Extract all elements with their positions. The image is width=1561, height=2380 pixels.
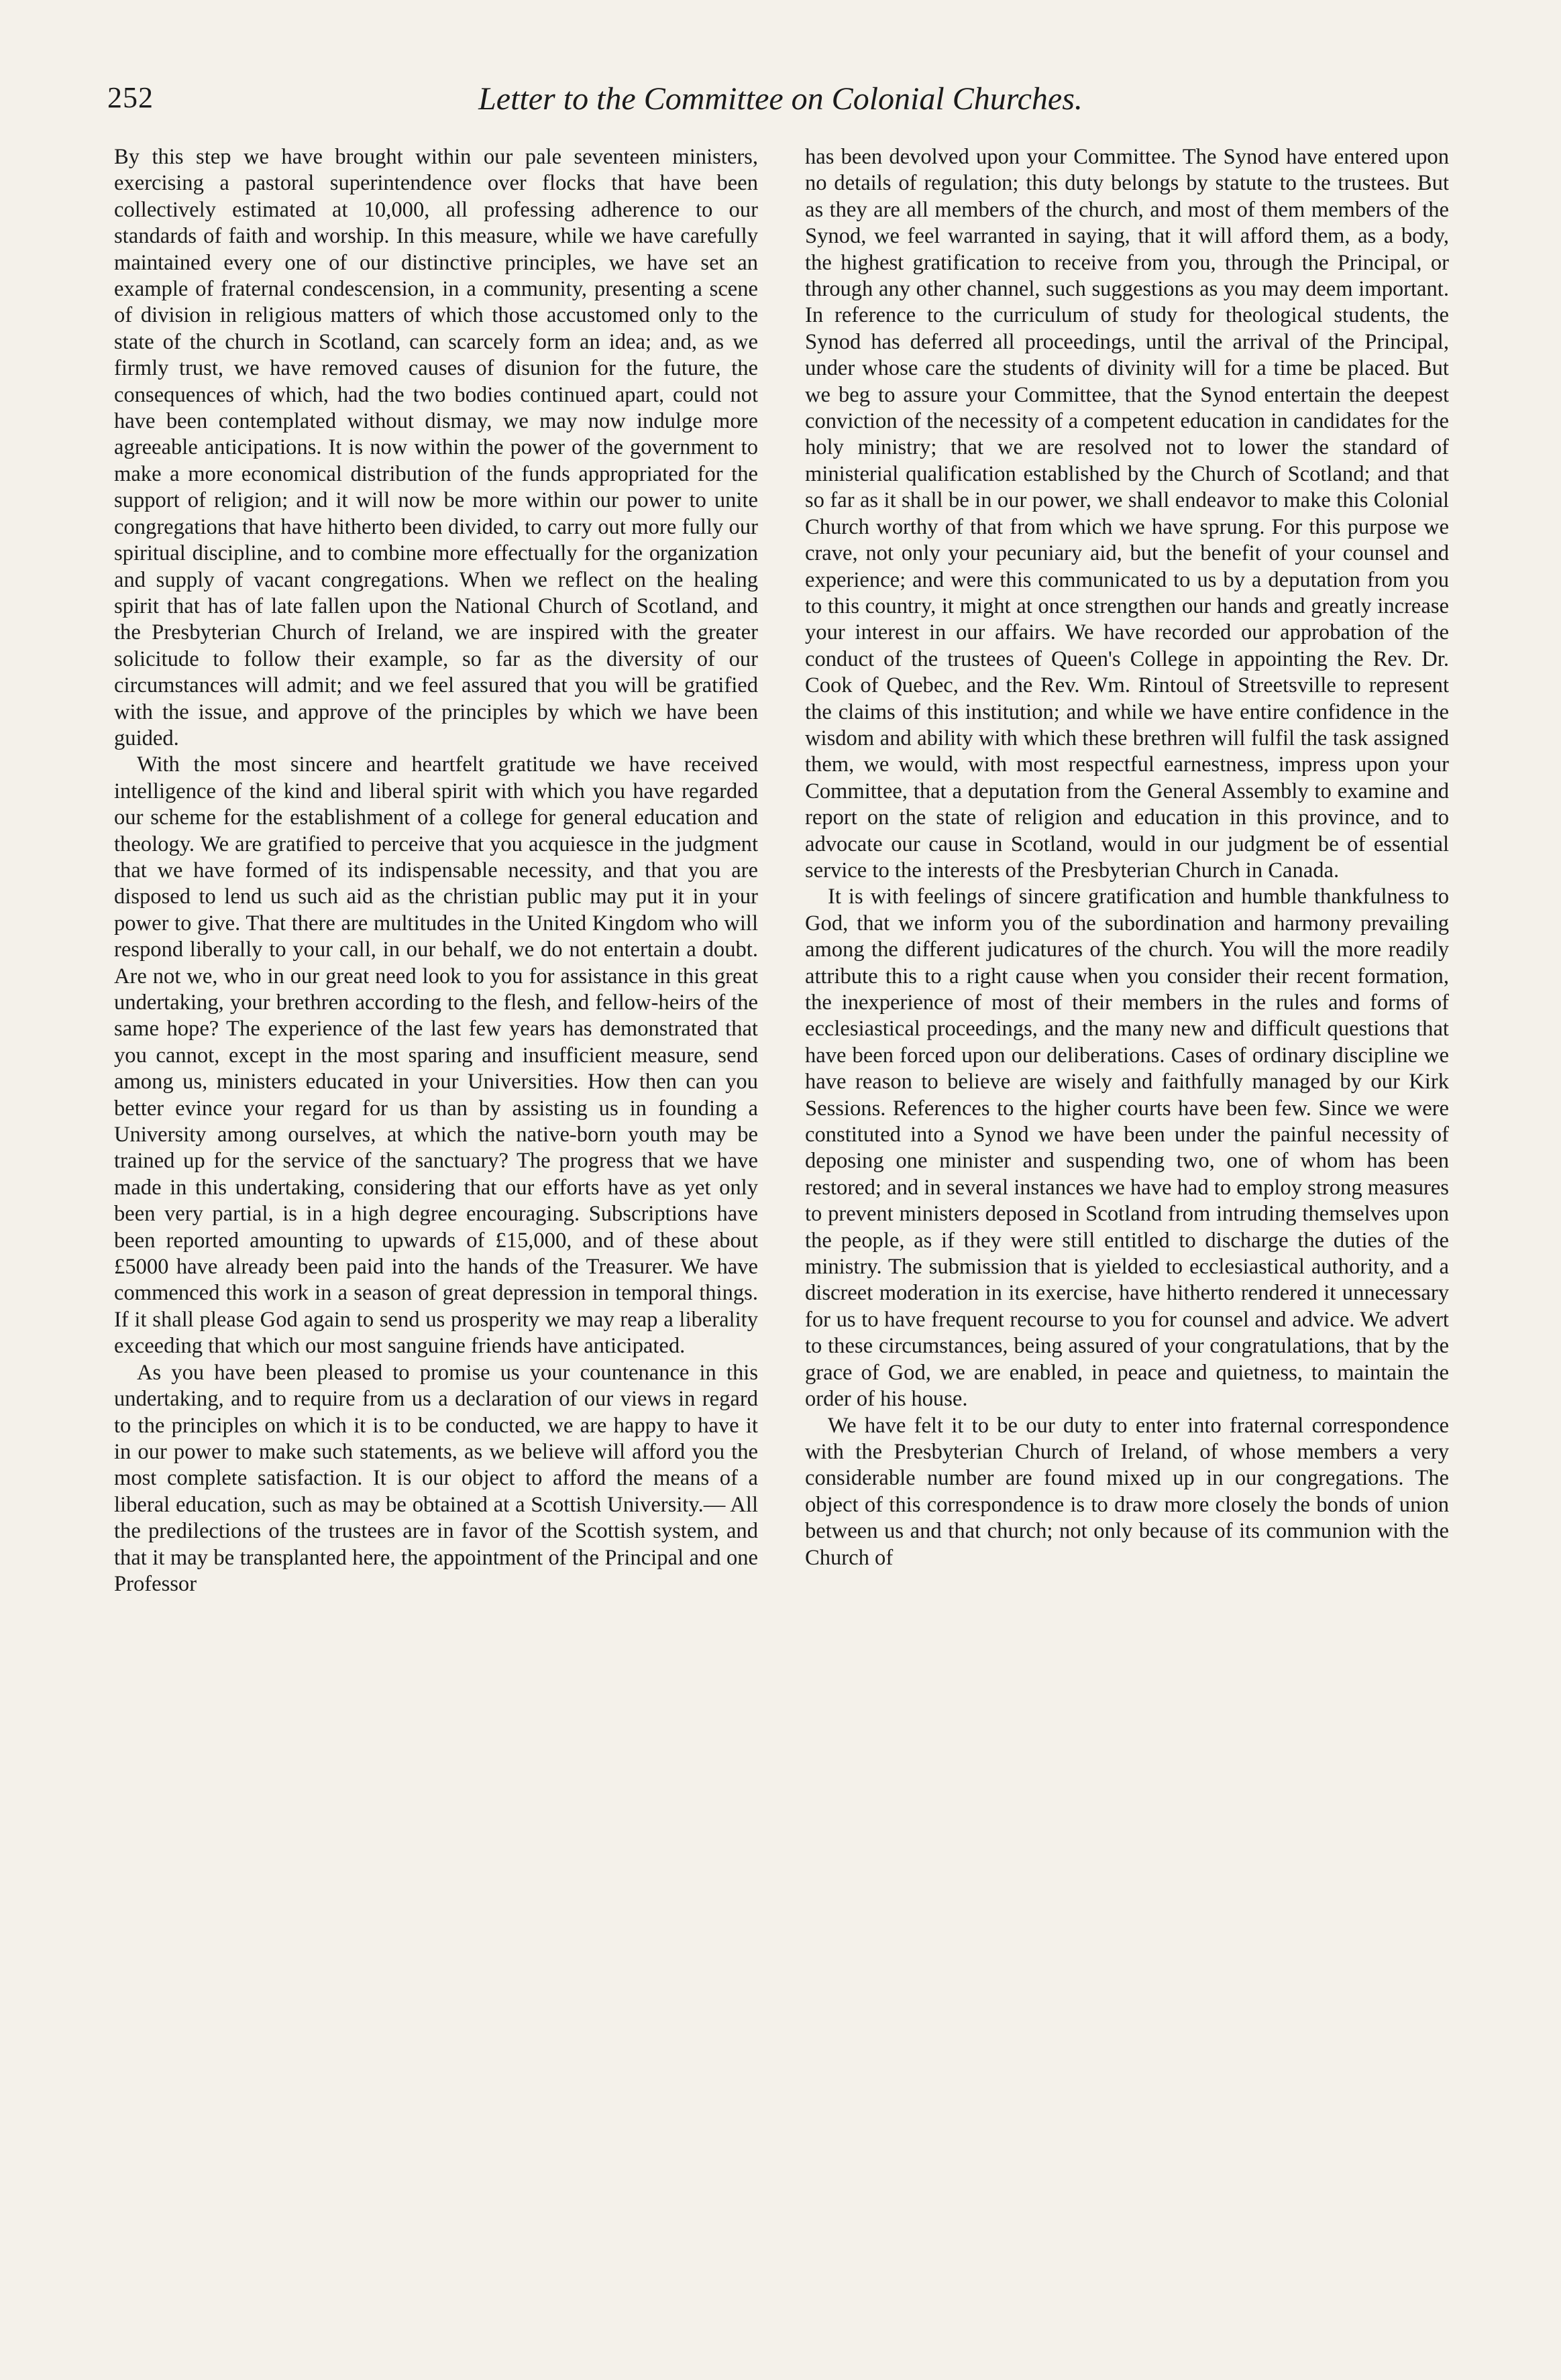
- text-columns: [114, 144, 1449, 2310]
- paragraph: With the most sincere and heartfelt gratitude we have received intelligence of the kind and liberal spirit with which you have regarded our scheme for the establishment of a college for general education and theology. We are gratified to perceive that you acquiesce in the judgment that we have formed of its indispensable necessity, and that you are disposed to lend us such aid as the christian public may put it in your power to give. That there are multitudes in the United Kingdom who will respond liberally to your call, in our behalf, we do not entertain a doubt. Are not we, who in our great need look to you for assistance in this great undertaking, your brethren according to the flesh, and fellow-heirs of the same hope? The experience of the last few years has demonstrated that you cannot, except in the most sparing and insufficient measure, send among us, ministers educated in your Universities. How then can you better evince your regard for us than by assisting us in founding a University among ourselves, at which the native-born youth may be trained up for the service of the sanctuary? The progress that we have made in this undertaking, considering that our efforts have as yet only been very partial, is in a high degree encouraging. Subscriptions have been reported amounting to upwards of £15,000, and of these about £5000 have already been paid into the hands of the Treasurer. We have commenced this work in a season of great depression in temporal things. If it shall please God again to send us prosperity we may reap a liberality exceeding that which our most sanguine friends have anticipated.: [114, 752, 758, 1359]
- paragraph: It is with feelings of sincere gratification and humble thankfulness to God, that we inform you of the subordination and harmony prevailing among the different judicatures of the church. You will the more readily attribute this to a right cause when you consider their recent formation, the inexperience of most of their members in the rules and forms of ecclesiastical proceedings, and the many new and difficult questions that have been forced upon our deliberations. Cases of ordinary discipline we have reason to believe are wisely and faithfully managed by our Kirk Sessions. References to the higher courts have been few. Since we were constituted into a Synod we have been under the painful necessity of deposing one minister and suspending two, one of whom has been restored; and in several instances we have had to employ strong measures to prevent ministers deposed in Scotland from intruding themselves upon the people, as if they were still entitled to discharge the duties of the ministry. The submission that is yielded to ecclesiastical authority, and a discreet moderation in its exercise, have hitherto rendered it unnecessary for us to have frequent recourse to you for counsel and advice. We advert to these circumstances, being assured of your congratulations, that by the grace of God, we are enabled, in peace and quietness, to maintain the order of his house.: [805, 885, 1449, 1412]
- paragraph: By this step we have brought within our pale seventeen ministers, exercising a pastoral superintendence over flocks that have been collectively estimated at 10,000, all professing adherence to our standards of faith and worship. In this measure, while we have carefully maintained every one of our distinctive principles, we have set an example of fraternal condescension, in a community, presenting a scene of division in religious matters of which those accustomed only to the state of the church in Scotland, can scarcely form an idea; and, as we firmly trust, we have removed causes of disunion for the future, the consequences of which, had the two bodies continued apart, could not have been contemplated without dismay, we may now indulge more agreeable anticipations. It is now within the power of the government to make a more economical distribution of the funds appropriated for the support of religion; and it will now be more within our power to unite congregations that have hitherto been divided, to carry out more fully our spiritual discipline, and to combine more effectually for the organization and supply of vacant congregations. When we reflect on the healing spirit that has of late fallen upon the National Church of Scotland, and the Presbyterian Church of Ireland, we are inspired with the greater solicitude to follow their example, so far as the diversity of our circumstances will admit; and we feel assured that you will be gratified with the issue, and approve of the principles by which we have been guided.: [114, 145, 758, 750]
- running-title: Letter to the Committee on Colonial Churches.: [478, 81, 1083, 117]
- left-column: [114, 144, 758, 2310]
- page-header: [107, 80, 1454, 121]
- paragraph: has been devolved upon your Committee. The Synod have entered upon no details of regulation; this duty belongs by statute to the trustees. But as they are all members of the church, and most of them members of the Synod, we feel warranted in saying, that it will afford them, as a body, the highest gratification to receive from you, through the Principal, or through any other channel, such suggestions as you may deem important. In reference to the curriculum of study for theological students, the Synod has deferred all proceedings, until the arrival of the Principal, under whose care the students of divinity will for a time be placed. But we beg to assure your Committee, that the Synod entertain the deepest conviction of the necessity of a competent education in candidates for the holy ministry; that we are resolved not to lower the standard of ministerial qualification established by the Church of Scotland; and that so far as it shall be in our power, we shall endeavor to make this Colonial Church worthy of that from which we have sprung. For this purpose we crave, not only your pecuniary aid, but the benefit of your counsel and experience; and were this communicated to us by a deputation from you to this country, it might at once strengthen our hands and greatly increase your interest in our affairs. We have recorded our approbation of the conduct of the trustees of Queen's College in appointing the Rev. Dr. Cook of Quebec, and the Rev. Wm. Rintoul of Streetsville to represent the claims of this institution; and while we have entire confidence in the wisdom and ability with which these brethren will fulfil the task assigned them, we would, with most respectful earnestness, impress upon your Committee, that a deputation from the General Assembly to examine and report on the state of religion and education in this province, and to advocate our cause in Scotland, would in our judgment be of essential service to the interests of the Presbyterian Church in Canada.: [805, 145, 1449, 883]
- paragraph: As you have been pleased to promise us your countenance in this undertaking, and to require from us a declaration of our views in regard to the principles on which it is to be conducted, we are happy to have it in our power to make such statements, as we believe will afford you the most complete satisfaction. It is our object to afford the means of a liberal education, such as may be obtained at a Scottish University.— All the predilections of the trustees are in favor of the Scottish system, and that it may be transplanted here, the appointment of the Principal and one Professor: [114, 1360, 758, 1596]
- right-column: [805, 144, 1449, 2310]
- page-number: 252: [107, 81, 154, 114]
- paragraph: We have felt it to be our duty to enter into fraternal correspondence with the Presbyterian Church of Ireland, of whose members a very considerable number are found mixed up in our congregations. The object of this correspondence is to draw more closely the bonds of union between us and that church; not only because of its communion with the Church of: [805, 1413, 1449, 1570]
